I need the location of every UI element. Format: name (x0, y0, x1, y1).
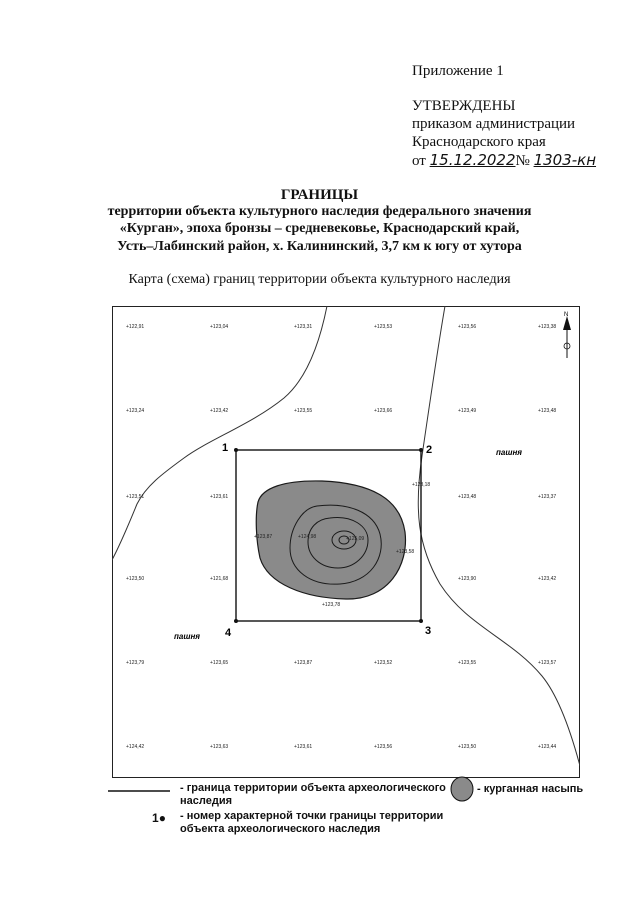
elevation-mark: +123,50 (126, 576, 145, 582)
doc-title-line-2: «Курган», эпоха бронзы – средневековье, Краснодарский край, (119, 221, 520, 236)
elevation-mark: +123,49 (458, 408, 477, 414)
elevation-mark: +123,61 (210, 494, 229, 500)
order-line-3 (412, 151, 596, 170)
elevation-mark: +123,51 (126, 494, 145, 500)
elevation-mark: +123,79 (126, 660, 145, 666)
legend-point-number: 1 (152, 811, 159, 825)
map-subtitle: Карта (схема) границ территории объекта культурного наследия (128, 272, 511, 287)
elevation-mark: +123,52 (374, 660, 393, 666)
doc-title-line-3: Усть–Лабинский район, х. Калининский, 3,7 км к югу от хутора (117, 239, 522, 254)
order-line-1: приказом администрации (412, 116, 576, 132)
elevation-mark: +123,56 (458, 324, 477, 330)
elevation-mark: +124,42 (126, 744, 145, 750)
elevation-mark: +123,42 (538, 576, 557, 582)
boundary-point-1 (234, 448, 238, 452)
elevation-mark: +123,48 (538, 408, 557, 414)
legend-point-marker (152, 812, 166, 825)
elevation-mark: +123,56 (374, 744, 393, 750)
boundary-point-3 (419, 619, 423, 623)
order-line-2: Краснодарского края (412, 134, 546, 150)
elevation-mark: +123,66 (374, 408, 393, 414)
elevation-mark: +123,58 (396, 549, 415, 555)
elevation-mark: +123,04 (210, 324, 229, 330)
legend-boundary-line-icon (108, 788, 170, 794)
elevation-mark: +123,55 (294, 408, 313, 414)
order-number: 1303-кн (533, 151, 597, 169)
order-date: 15.12.2022 (429, 151, 516, 169)
field-label-east: пашня (496, 448, 522, 457)
legend-point-line1: - номер характерной точки границы территории (180, 810, 444, 822)
approved-label: УТВЕРЖДЕНЫ (412, 98, 516, 114)
elevation-mark: +121,68 (210, 576, 229, 582)
doc-title: ГРАНИЦЫ (280, 187, 359, 203)
elevation-mark: +123,57 (538, 660, 557, 666)
mound-fill (256, 481, 405, 599)
legend-boundary-line1: - граница территории объекта археологического (180, 782, 446, 794)
order-no-label: № (515, 153, 530, 169)
elevation-mark: +123,24 (126, 408, 145, 414)
elevation-mark: +123,38 (538, 324, 557, 330)
elevation-mark: +123,61 (294, 744, 313, 750)
legend-point-line2: объекта археологического наследия (180, 823, 381, 835)
elevation-mark: +123,63 (210, 744, 229, 750)
svg-text:N: N (564, 312, 569, 318)
legend-mound-label: - курганная насыпь (477, 783, 584, 795)
elevation-mark: +123,90 (458, 576, 477, 582)
legend-mound-icon (450, 776, 474, 802)
elevation-mark: +124,98 (298, 534, 317, 540)
elevation-mark: +125,09 (346, 536, 365, 542)
elevation-mark: +123,50 (458, 744, 477, 750)
corner-label-3: 3 (425, 625, 432, 637)
elevation-mark: +122,91 (126, 324, 145, 330)
elevation-mark: +123,42 (210, 408, 229, 414)
elevation-mark: +123,55 (458, 660, 477, 666)
order-from: от (412, 153, 426, 169)
elevation-mark: +123,37 (538, 494, 557, 500)
doc-title-line-1: территории объекта культурного наследия федерального значения (107, 204, 532, 219)
elevation-mark: +123,78 (322, 602, 341, 608)
corner-label-4: 4 (225, 627, 232, 639)
corner-label-1: 1 (222, 442, 229, 454)
elevation-mark: +123,53 (374, 324, 393, 330)
elevation-mark: +123,31 (294, 324, 313, 330)
site-map (112, 306, 580, 778)
legend-boundary-line2: наследия (180, 795, 233, 807)
elevation-mark: +123,48 (458, 494, 477, 500)
corner-label-2: 2 (426, 444, 433, 456)
elevation-mark: +123,87 (294, 660, 313, 666)
elevation-mark: +123,65 (210, 660, 229, 666)
appendix-label: Приложение 1 (412, 63, 504, 79)
elevation-mark: +123,87 (254, 534, 273, 540)
boundary-point-2 (419, 448, 423, 452)
elevation-mark: +123,18 (412, 482, 431, 488)
elevation-mark: +123,44 (538, 744, 557, 750)
field-label-west: пашня (174, 632, 200, 641)
legend-point-dot-icon: ● (158, 811, 166, 825)
boundary-point-4 (234, 619, 238, 623)
